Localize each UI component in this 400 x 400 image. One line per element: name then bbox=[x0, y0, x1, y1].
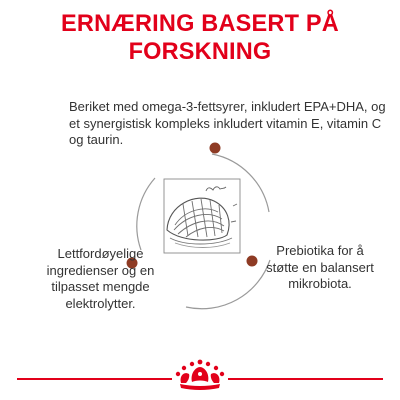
royal-canin-crown-logo bbox=[172, 358, 228, 394]
stomach-intestine-sketch-icon bbox=[164, 179, 240, 253]
benefit-digestibility-text: Lettfordøyelige ingredienser og en tilpasset mengde elektrolytter. bbox=[46, 246, 155, 311]
benefit-prebiotics-text: Prebiotika for å støtte en balansert mikrobiota. bbox=[266, 243, 374, 291]
page-title: ERNÆRING BASERT PÅ FORSKNING bbox=[61, 10, 339, 65]
connector-dot-top bbox=[210, 143, 221, 154]
connector-dot-right bbox=[247, 256, 258, 267]
benefit-omega3-text: Beriket med omega-3-fettsyrer, inkludert EPA+DHA, og et synergistisk kompleks inkludert vitamin E, vitamin C og taurin. bbox=[69, 99, 386, 147]
